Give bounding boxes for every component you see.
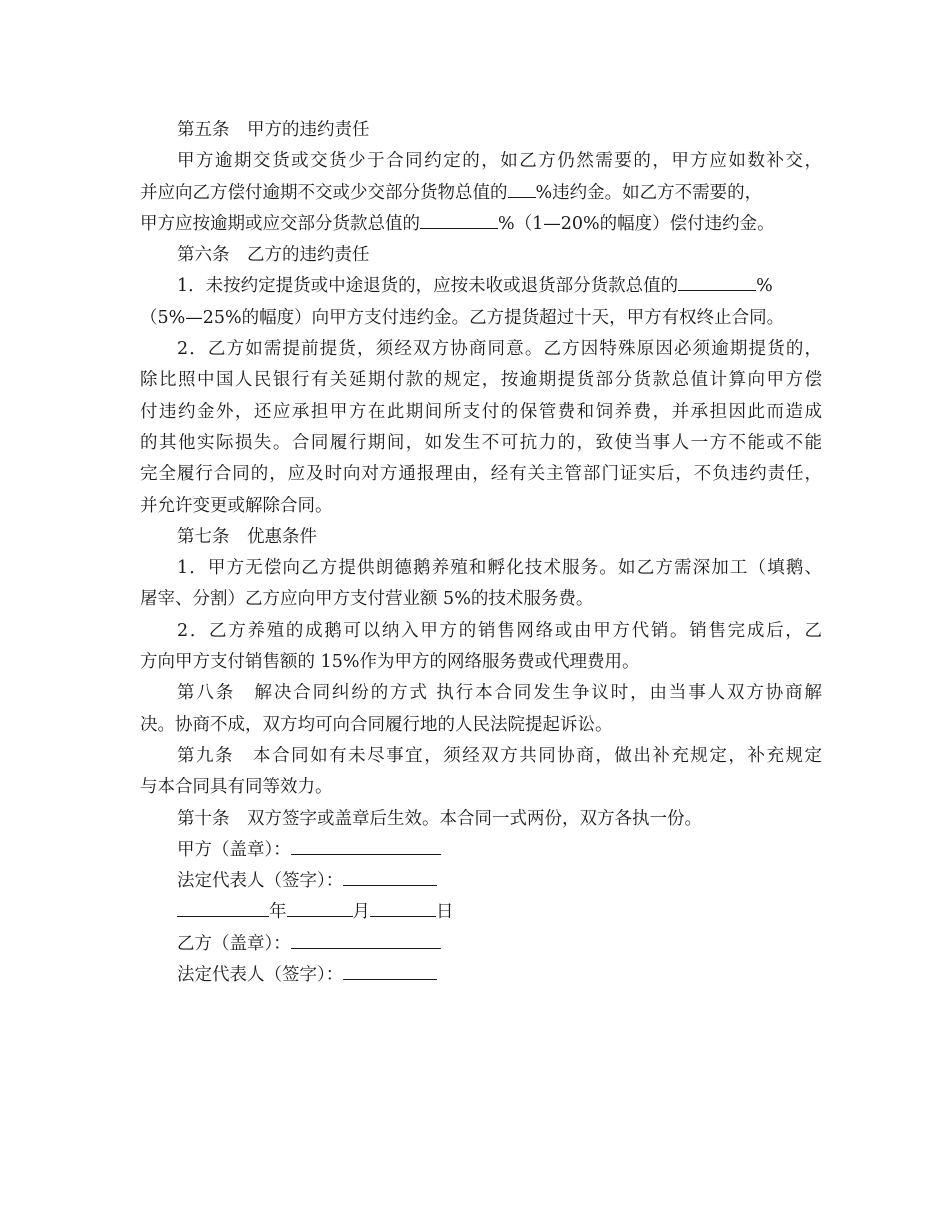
article-6-item-2-line-6: 并允许变更或解除合同。 (140, 495, 333, 516)
party-b-seal-field (291, 930, 441, 949)
article-5-line-2: 并应向乙方偿付逾期不交或少交部分货物总值的 %违约金。如乙方不需要的， (140, 178, 822, 209)
party-a-seal-line: 甲方（盖章）： (140, 835, 822, 866)
article-10-line-1: 第十条 双方签字或盖章后生效。本合同一式两份，双方各执一份。 (177, 808, 702, 829)
article-6-item-2-line-4: 的其他实际损失。合同履行期间，如发生不可抗力的，致使当事人一方不能或不能 (140, 432, 822, 453)
article-7-item-2-line-1: 2．乙方养殖的成鹅可以纳入甲方的销售网络或由甲方代销。销售完成后，乙 (177, 620, 822, 641)
article-8-line-2: 决。协商不成，双方均可向合同履行地的人民法院提起诉讼。 (140, 714, 613, 735)
article-6-title: 第六条 乙方的违约责任 (177, 245, 370, 266)
article-7-item-1-line-2: 屠宰、分割）乙方应向甲方支付营业额 5%的技术服务费。 (140, 589, 594, 610)
party-a-rep-line: 法定代表人（签字）： (140, 866, 822, 897)
party-b-rep-signature-field (343, 961, 437, 980)
party-b-seal-line: 乙方（盖章）： (140, 929, 822, 960)
article-6-item-2-line-2: 除比照中国人民银行有关延期付款的规定，按逾期提货部分货款总值计算向甲方偿 (140, 370, 822, 391)
article-6-item-2-line-3: 付违约金外，还应承担甲方在此期间所支付的保管费和饲养费，并承担因此而造成 (140, 401, 822, 422)
article-6-item-2-line-5: 完全履行合同的，应及时向对方通报理由，经有关主管部门证实后，不负违约责任， (140, 464, 822, 485)
article-7-item-2-line-2: 方向甲方支付销售额的 15%作为甲方的网络服务费或代理费用。 (140, 652, 640, 673)
party-a-date-line: 年 月 日 (140, 897, 822, 928)
contract-page (140, 115, 822, 991)
article-6-item-1-line-1: 1．未按约定提货或中途退货的，应按未收或退货部分货款总值的 % (140, 271, 822, 302)
blank-percent-field (678, 272, 756, 291)
article-6-item-2-line-1: 2．乙方如需提前提货，须经双方协商同意。乙方因特殊原因必须逾期提货的， (177, 339, 822, 360)
month-field (287, 898, 353, 917)
blank-percent-field (508, 179, 536, 198)
day-field (370, 898, 436, 917)
article-7-title: 第七条 优惠条件 (177, 526, 317, 547)
article-6-item-1-line-2: （5%—25%的幅度）向甲方支付违约金。乙方提货超过十天，甲方有权终止合同。 (140, 307, 785, 328)
article-9-line-2: 与本合同具有同等效力。 (140, 777, 333, 798)
article-5-title: 第五条 甲方的违约责任 (177, 120, 370, 140)
blank-percent-field (420, 210, 498, 229)
party-a-rep-signature-field (343, 867, 437, 886)
article-7-item-1-line-1: 1．甲方无偿向乙方提供朗德鹅养殖和孵化技术服务。如乙方需深加工（填鹅、 (177, 558, 822, 579)
article-5-line-1: 甲方逾期交货或交货少于合同约定的，如乙方仍然需要的，甲方应如数补交， (177, 151, 822, 172)
article-8-line-1: 第八条 解决合同纠纷的方式 执行本合同发生争议时，由当事人双方协商解 (177, 683, 822, 704)
party-a-seal-field (291, 836, 441, 855)
article-9-line-1: 第九条 本合同如有未尽事宜，须经双方共同协商，做出补充规定，补充规定 (177, 745, 822, 766)
article-5-line-3: 甲方应按逾期或应交部分货款总值的 %（1—20%的幅度）偿付违约金。 (140, 209, 822, 240)
year-field (177, 898, 269, 917)
party-b-rep-line: 法定代表人（签字）： (140, 960, 822, 991)
